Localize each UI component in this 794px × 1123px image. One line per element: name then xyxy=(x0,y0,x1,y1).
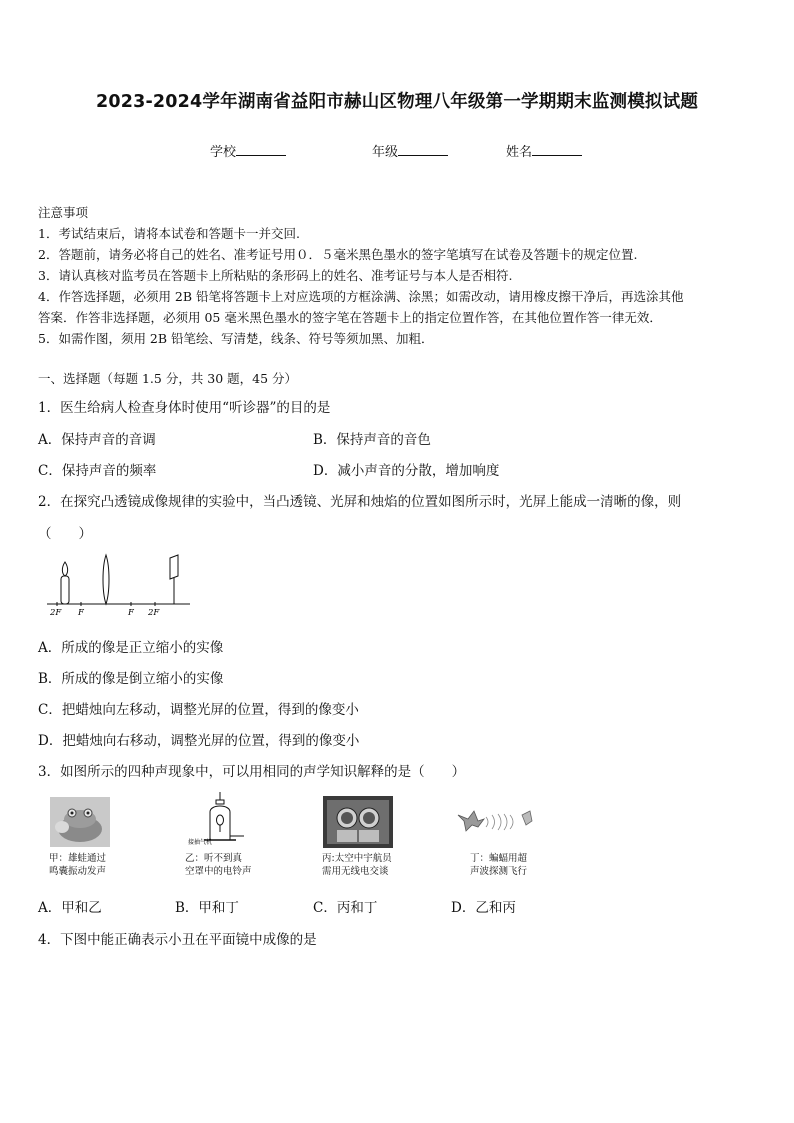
school-label: 学校 xyxy=(210,145,237,160)
image-caption: 丁：蝙蝠用超 声波探测飞行 xyxy=(470,853,528,877)
figure-label: F xyxy=(78,608,84,618)
grade-label: 年级 xyxy=(372,145,399,160)
image-caption: 乙：听不到真 空罩中的电铃声 xyxy=(185,853,252,877)
q3-option-a: A．甲和乙 xyxy=(38,900,102,916)
q3-option-c: C．丙和丁 xyxy=(313,900,378,916)
lens-experiment-figure xyxy=(44,552,194,618)
question-2-paren: （ ） xyxy=(38,526,92,542)
convex-lens-icon xyxy=(103,555,109,604)
bat-image xyxy=(456,805,536,839)
school-blank xyxy=(236,143,286,156)
question-4-stem: 4．下图中能正确表示小丑在平面镜中成像的是 xyxy=(38,932,317,948)
notice-item: 2．答题前，请务必将自己的姓名、准考证号用０．５毫米黑色墨水的签字笔填写在试卷及答题卡的规定位置. xyxy=(38,247,638,262)
notice-item: 5．如需作图，须用 2B 铅笔绘、写清楚，线条、符号等须加黑、加粗． xyxy=(38,331,434,346)
grade-blank xyxy=(398,143,448,156)
notice-item: 4．作答选择题，必须用 2B 铅笔将答题卡上对应选项的方框涂满、涂黑；如需改动，请用橡皮擦干净后，再选涂其他 xyxy=(38,289,684,304)
q2-option-a: A．所成的像是正立缩小的实像 xyxy=(38,640,224,656)
q3-option-b: B．甲和丁 xyxy=(175,900,239,916)
question-2-stem: 2．在探究凸透镜成像规律的实验中，当凸透镜、光屏和烛焰的位置如图所示时，光屏上能成一清晰的像，则 xyxy=(38,494,682,510)
question-1-stem: 1．医生给病人检查身体时使用“听诊器”的目的是 xyxy=(38,400,331,416)
q1-option-b: B．保持声音的音色 xyxy=(313,432,431,448)
q2-option-b: B．所成的像是倒立缩小的实像 xyxy=(38,671,224,687)
notice-item: 3．请认真核对监考员在答题卡上所粘贴的条形码上的姓名、准考证号与本人是否相符. xyxy=(38,268,513,283)
notice-heading: 注意事项 xyxy=(38,205,89,220)
figure-label: 2F xyxy=(148,608,160,618)
pump-label: 接抽气机 xyxy=(188,839,213,846)
bell-jar-image xyxy=(186,790,252,848)
q1-option-d: D．减小声音的分散，增加响度 xyxy=(313,463,500,479)
q2-option-c: C．把蜡烛向左移动，调整光屏的位置，得到的像变小 xyxy=(38,702,359,718)
figure-label: F xyxy=(128,608,134,618)
astronaut-image xyxy=(323,796,393,848)
name-field xyxy=(506,141,582,160)
notice-item: 1．考试结束后，请将本试卷和答题卡一并交回. xyxy=(38,226,300,241)
name-label: 姓名 xyxy=(506,145,533,160)
section-heading: 一、选择题（每题 1.5 分，共 30 题，45 分） xyxy=(38,371,298,386)
image-caption: 甲：雄蛙通过 鸣囊振动发声 xyxy=(49,853,107,877)
q1-option-a: A．保持声音的音调 xyxy=(38,432,156,448)
notice-item: 答案．作答非选择题，必须用 05 毫米黑色墨水的签字笔在答题卡上的指定位置作答，在其他位置作答一律无效． xyxy=(38,310,662,325)
question-3-stem: 3．如图所示的四种声现象中，可以用相同的声学知识解释的是（ ） xyxy=(38,764,466,780)
figure-label: 2F xyxy=(50,608,62,618)
school-field xyxy=(210,141,286,160)
candle-icon xyxy=(61,562,69,604)
light-screen-icon xyxy=(170,555,178,604)
grade-field xyxy=(372,141,448,160)
name-blank xyxy=(532,143,582,156)
frog-image xyxy=(50,797,110,847)
image-caption: 丙:太空中宇航员 需用无线电交谈 xyxy=(322,853,392,877)
q3-option-d: D．乙和丙 xyxy=(451,900,516,916)
q1-option-c: C．保持声音的频率 xyxy=(38,463,157,479)
q2-option-d: D．把蜡烛向右移动，调整光屏的位置，得到的像变小 xyxy=(38,733,360,749)
page-title: 2023-2024学年湖南省益阳市赫山区物理八年级第一学期期末监测模拟试题 xyxy=(95,92,699,112)
